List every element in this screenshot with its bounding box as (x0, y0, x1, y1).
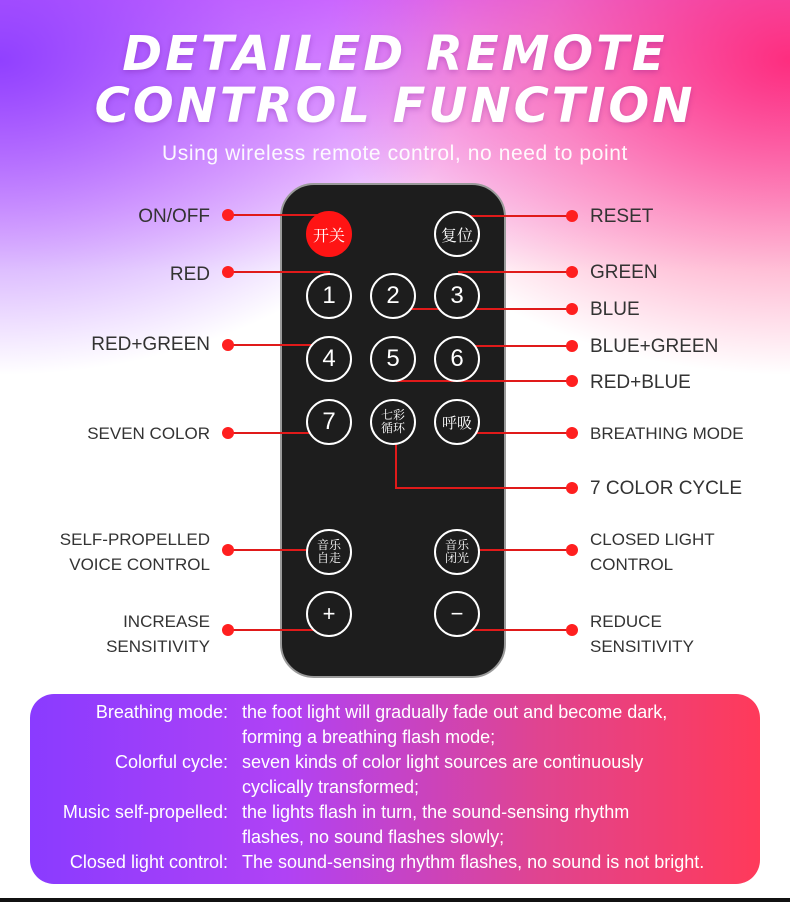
connector-green (458, 271, 572, 273)
marker-dot-reset (566, 210, 578, 222)
button-2[interactable]: 2 (370, 273, 416, 319)
label-reset: RESET (590, 206, 654, 227)
info-desc-music-1: the lights flash in turn, the sound-sensing rhythm (242, 802, 630, 822)
breathing-button[interactable]: 呼吸 (434, 399, 480, 445)
title-line-2: CONTROL FUNCTION (94, 78, 696, 134)
label-red-blue: RED+BLUE (590, 372, 691, 393)
plus-button[interactable]: + (306, 591, 352, 637)
color-cycle-button[interactable] (370, 399, 416, 445)
info-term-colorful: Colorful cycle: (114, 752, 228, 772)
label-breathing-mode: BREATHING MODE (590, 424, 744, 443)
label-increase-line-1: INCREASE (123, 612, 210, 631)
marker-dot-seven-color (222, 427, 234, 439)
button-5[interactable]: 5 (370, 336, 416, 382)
connector-red (228, 271, 330, 273)
connector-reset (458, 215, 572, 217)
reset-button[interactable]: 复位 (434, 211, 480, 257)
music-self-button-line-2: 自走 (316, 551, 341, 565)
label-blue-green: BLUE+GREEN (590, 336, 719, 357)
label-reduce-line-1: REDUCE (590, 612, 662, 631)
music-self-propelled-button[interactable] (306, 529, 352, 575)
label-self-propelled-line-2: VOICE CONTROL (69, 555, 210, 574)
label-color-cycle: 7 COLOR CYCLE (590, 478, 743, 499)
label-closed-light-line-2: CONTROL (590, 555, 674, 574)
feature-description-box (30, 694, 760, 884)
marker-dot-closed-light (566, 544, 578, 556)
info-term-closed: Closed light control: (69, 852, 228, 872)
info-desc-music-2: flashes, no sound flashes slowly; (242, 827, 505, 847)
info-desc-colorful-2: cyclically transformed; (242, 777, 420, 797)
title-line-1: DETAILED REMOTE (122, 26, 668, 82)
label-blue: BLUE (590, 299, 640, 320)
music-self-button-line-1: 音乐 (316, 538, 341, 552)
info-desc-closed-1: The sound-sensing rhythm flashes, no sound is not bright. (242, 852, 705, 872)
label-red: RED (169, 264, 210, 285)
label-increase-line-2: SENSITIVITY (106, 637, 210, 656)
color-cycle-button-line-1: 七彩 (380, 408, 405, 422)
info-desc-breathing-1: the foot light will gradually fade out and become dark, (242, 702, 668, 722)
connector-blue (396, 308, 572, 310)
label-on-off: ON/OFF (138, 206, 210, 227)
marker-dot-increase (222, 624, 234, 636)
label-reduce-line-2: SENSITIVITY (590, 637, 694, 656)
label-closed-light-line-1: CLOSED LIGHT (590, 530, 715, 549)
marker-dot-breathing (566, 427, 578, 439)
minus-button[interactable]: − (434, 591, 480, 637)
label-seven-color: SEVEN COLOR (87, 424, 210, 443)
connector-red-blue (396, 380, 572, 382)
music-closed-light-button[interactable] (434, 529, 480, 575)
info-term-music: Music self-propelled: (62, 802, 228, 822)
info-term-breathing: Breathing mode: (95, 702, 228, 722)
connector-reduce (458, 629, 572, 631)
marker-dot-red (222, 266, 234, 278)
button-3[interactable]: 3 (434, 273, 480, 319)
label-green: GREEN (590, 262, 658, 283)
marker-dot-blue (566, 303, 578, 315)
subtitle: Using wireless remote control, no need to point (162, 142, 628, 165)
marker-dot-color-cycle (566, 482, 578, 494)
info-desc-breathing-2: forming a breathing flash mode; (242, 727, 496, 747)
marker-dot-green (566, 266, 578, 278)
info-desc-colorful-1: seven kinds of color light sources are continuously (242, 752, 644, 772)
marker-dot-blue-green (566, 340, 578, 352)
power-button[interactable]: 开关 (306, 211, 352, 257)
color-cycle-button-line-2: 循环 (380, 421, 405, 435)
marker-dot-on-off (222, 209, 234, 221)
marker-dot-red-blue (566, 375, 578, 387)
marker-dot-red-green (222, 339, 234, 351)
bottom-border (0, 898, 790, 902)
button-1[interactable]: 1 (306, 273, 352, 319)
music-close-button-line-1: 音乐 (444, 538, 469, 552)
remote-control-body (280, 183, 506, 678)
button-4[interactable]: 4 (306, 336, 352, 382)
marker-dot-reduce (566, 624, 578, 636)
music-close-button-line-2: 闭光 (444, 551, 469, 565)
label-red-green: RED+GREEN (91, 334, 210, 355)
marker-dot-self-propelled (222, 544, 234, 556)
button-6[interactable]: 6 (434, 336, 480, 382)
label-self-propelled-line-1: SELF-PROPELLED (59, 530, 210, 549)
connector-color-cycle (395, 487, 572, 489)
button-7[interactable]: 7 (306, 399, 352, 445)
